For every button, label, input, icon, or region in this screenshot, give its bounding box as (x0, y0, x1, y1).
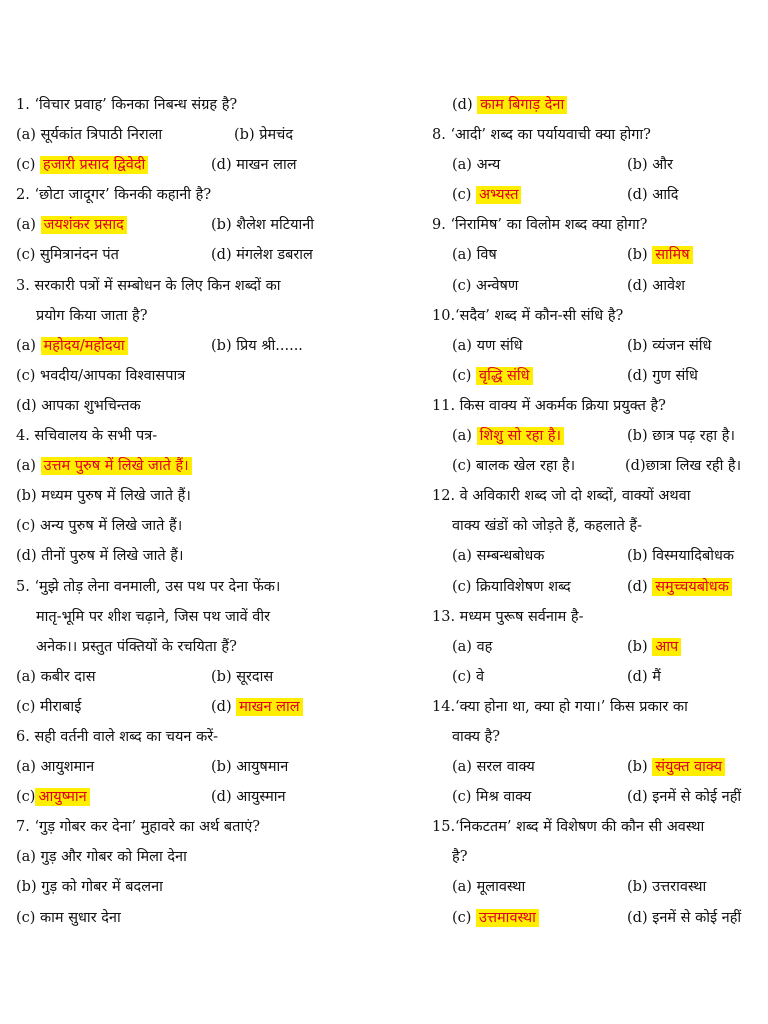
q13-options-cd (432, 662, 768, 692)
option-b: (b) व्यंजन संधि (627, 337, 712, 354)
q4-option-b (16, 481, 396, 511)
question-text: 4. सचिवालय के सभी पत्र- (16, 428, 158, 445)
q2-options-cd (16, 240, 396, 270)
answer-highlight: उत्तमावस्था (476, 909, 539, 927)
answer-highlight: वृद्धि संधि (476, 367, 533, 385)
option-a: (a) सम्बन्धबोधक (452, 548, 545, 565)
option-label: (a) (16, 458, 41, 475)
option-label: (a) (16, 217, 41, 234)
question-12-cont (432, 511, 768, 541)
option-b: (b) सूरदास (211, 668, 274, 685)
q4-option-d (16, 541, 396, 571)
question-text: 8. ‘आदी’ शब्द का पर्यायवाची क्या होगा? (432, 127, 651, 144)
q3-option-c (16, 361, 396, 391)
question-10 (432, 301, 768, 331)
q3-options-ab (16, 331, 396, 361)
question-text: 1. ‘विचार प्रवाह’ किनका निबन्ध संग्रह है? (16, 97, 238, 113)
option-c: (c) अन्य पुरुष में लिखे जाते हैं। (16, 518, 183, 535)
question-5 (16, 572, 396, 602)
q10-options-ab (432, 331, 768, 361)
question-6 (16, 722, 396, 752)
option-label: (b) (627, 759, 653, 776)
option-c: (c) मिश्र वाक्य (452, 789, 532, 806)
question-text: प्रयोग किया जाता है? (36, 307, 148, 324)
q7-option-d (432, 90, 768, 120)
q12-options-cd (432, 572, 768, 602)
answer-highlight: जयशंकर प्रसाद (41, 216, 127, 234)
question-5-cont (16, 602, 396, 632)
option-a: (a) वह (452, 638, 493, 655)
option-label: (d) (627, 578, 653, 595)
question-11 (432, 391, 768, 421)
option-d: (d) आदि (627, 187, 679, 204)
question-text: वाक्य है? (452, 728, 501, 745)
q10-options-cd (432, 361, 768, 391)
question-3 (16, 271, 396, 301)
answer-highlight: संयुक्त वाक्य (652, 758, 725, 776)
option-d: (d)छात्रा लिख रही है। (625, 458, 742, 475)
answer-highlight: काम बिगाड़ देना (477, 96, 567, 114)
q12-options-ab (432, 541, 768, 571)
answer-highlight: आयुष्मान (35, 788, 89, 806)
option-d: (d) गुण संधि (627, 367, 698, 384)
option-b: (b) मध्यम पुरुष में लिखे जाते हैं। (16, 488, 191, 505)
q8-options-cd (432, 180, 768, 210)
q11-options-cd (432, 451, 768, 481)
question-14-cont (432, 722, 768, 752)
option-b: (b) और (627, 157, 673, 174)
option-c: (c) वे (452, 668, 485, 685)
option-c: (c) क्रियाविशेषण शब्द (452, 578, 571, 595)
option-label: (d) (452, 97, 478, 113)
q14-options-cd (432, 782, 768, 812)
option-d: (d) माखन लाल (211, 157, 297, 174)
question-7 (16, 812, 396, 842)
option-a: (a) कबीर दास (16, 668, 96, 685)
question-2 (16, 180, 396, 210)
q14-options-ab (432, 752, 768, 782)
question-text: 15.‘निकटतम’ शब्द में विशेषण की कौन सी अवस्था (432, 819, 705, 836)
question-15-cont (432, 842, 768, 872)
q3-option-d (16, 391, 396, 421)
q13-options-ab (432, 632, 768, 662)
question-text: 5. ‘मुझे तोड़ लेना वनमाली, उस पथ पर देना फेंक। (16, 578, 281, 595)
option-d: (d) आपका शुभचिन्तक (16, 397, 141, 414)
answer-highlight: आप (652, 638, 681, 656)
option-label: (c) (16, 789, 36, 806)
q9-options-cd (432, 271, 768, 301)
q1-options-cd (16, 150, 396, 180)
q6-options-ab (16, 752, 396, 782)
q15-options-ab (432, 872, 768, 902)
answer-highlight: उत्तम पुरुष में लिखे जाते हैं। (41, 457, 192, 475)
right-column (432, 90, 768, 933)
answer-highlight: सामिष (652, 246, 692, 264)
q4-option-c (16, 511, 396, 541)
q11-options-ab (432, 421, 768, 451)
answer-highlight: अभ्यस्त (476, 186, 521, 204)
option-b: (b) प्रिय श्री...... (211, 337, 303, 354)
question-13 (432, 602, 768, 632)
option-label: (c) (452, 367, 477, 384)
answer-highlight: हजारी प्रसाद द्विवेदी (40, 156, 148, 174)
q8-options-ab (432, 150, 768, 180)
q4-option-a (16, 451, 396, 481)
q7-option-b (16, 872, 396, 902)
question-text: अनेक।। प्रस्तुत पंक्तियों के रचयिता हैं? (36, 638, 237, 655)
question-text: है? (452, 849, 468, 866)
q2-options-ab (16, 210, 396, 240)
option-a: (a) सूर्यकांत त्रिपाठी निराला (16, 127, 163, 144)
q9-options-ab (432, 240, 768, 270)
answer-highlight: महोदय/महोदया (41, 337, 128, 355)
option-a: (a) मूलावस्था (452, 879, 526, 896)
option-b: (b) छात्र पढ़ रहा है। (627, 428, 735, 445)
option-d: (d) इनमें से कोई नहीं (627, 789, 742, 806)
q15-options-cd (432, 903, 768, 933)
question-text: 2. ‘छोटा जादूगर’ किनकी कहानी है? (16, 187, 212, 204)
q1-options-ab (16, 120, 396, 150)
option-b: (b) आयुषमान (211, 759, 289, 776)
question-4 (16, 421, 396, 451)
option-c: (c) मीराबाई (16, 698, 82, 715)
question-text: वाक्य खंडों को जोड़ते हैं, कहलाते हैं- (452, 518, 643, 535)
question-12 (432, 481, 768, 511)
option-label: (a) (16, 337, 41, 354)
question-text: 12. वे अविकारी शब्द जो दो शब्दों, वाक्यों अथवा (432, 488, 691, 505)
option-b: (b) उत्तरावस्था (627, 879, 707, 896)
option-c: (c) अन्वेषण (452, 277, 519, 294)
option-a: (a) विष (452, 247, 497, 264)
question-text: 9. ‘निरामिष’ का विलोम शब्द क्या होगा? (432, 217, 648, 234)
q5-options-cd (16, 692, 396, 722)
q6-options-cd (16, 782, 396, 812)
option-d: (d) इनमें से कोई नहीं (627, 909, 742, 926)
question-14 (432, 692, 768, 722)
option-d: (d) तीनों पुरुष में लिखे जाते हैं। (16, 548, 184, 565)
option-a: (a) गुड़ और गोबर को मिला देना (16, 849, 187, 866)
question-3-cont (16, 301, 396, 331)
option-c: (c) बालक खेल रहा है। (452, 458, 576, 475)
option-a: (a) आयुशमान (16, 759, 95, 776)
question-8 (432, 120, 768, 150)
option-label: (a) (452, 428, 477, 445)
option-d: (d) आयुस्मान (211, 789, 286, 806)
question-text: 6. सही वर्तनी वाले शब्द का चयन करें- (16, 728, 219, 745)
option-label: (b) (627, 247, 653, 264)
option-a: (a) अन्य (452, 157, 501, 174)
answer-highlight: समुच्चयबोधक (652, 578, 732, 596)
answer-highlight: शिशु सो रहा है। (477, 427, 564, 445)
option-label: (d) (211, 698, 237, 715)
option-label: (c) (452, 187, 477, 204)
q7-option-c (16, 903, 396, 933)
question-9 (432, 210, 768, 240)
q7-option-a (16, 842, 396, 872)
option-d: (d) आवेश (627, 277, 685, 294)
question-5-cont (16, 632, 396, 662)
question-text: 13. मध्यम पुरूष सर्वनाम है- (432, 608, 584, 625)
question-text: 14.‘क्या होना था, क्या हो गया।’ किस प्रकार का (432, 698, 688, 715)
question-text: 7. ‘गुड़ गोबर कर देना’ मुहावरे का अर्थ बताएं? (16, 819, 260, 836)
question-text: 11. किस वाक्य में अकर्मक क्रिया प्रयुक्त है? (432, 397, 666, 414)
option-d: (d) मंगलेश डबराल (211, 247, 313, 264)
option-b: (b) विस्मयादिबोधक (627, 548, 735, 565)
option-b: (b) शैलेश मटियानी (211, 217, 315, 234)
option-b: (b) गुड़ को गोबर में बदलना (16, 879, 163, 896)
option-label: (b) (627, 638, 653, 655)
option-c: (c) भवदीय/आपका विश्वासपात्र (16, 367, 186, 384)
left-column (16, 90, 396, 933)
option-b: (b) प्रेमचंद (234, 127, 294, 144)
option-c: (c) सुमित्रानंदन पंत (16, 247, 119, 264)
question-text: 3. सरकारी पत्रों में सम्बोधन के लिए किन शब्दों का (16, 277, 281, 294)
option-d: (d) मैं (627, 668, 661, 685)
answer-highlight: माखन लाल (236, 698, 302, 716)
option-a: (a) यण संधि (452, 337, 523, 354)
question-text: 10.‘सदैव’ शब्द में कौन-सी संधि है? (432, 307, 624, 324)
option-label: (c) (452, 909, 477, 926)
question-text: मातृ-भूमि पर शीश चढ़ाने, जिस पथ जावें वीर (36, 608, 271, 625)
question-15 (432, 812, 768, 842)
option-label: (c) (16, 157, 41, 174)
option-c: (c) काम सुधार देना (16, 909, 121, 926)
question-1 (16, 90, 396, 120)
q5-options-ab (16, 662, 396, 692)
option-a: (a) सरल वाक्य (452, 759, 535, 776)
